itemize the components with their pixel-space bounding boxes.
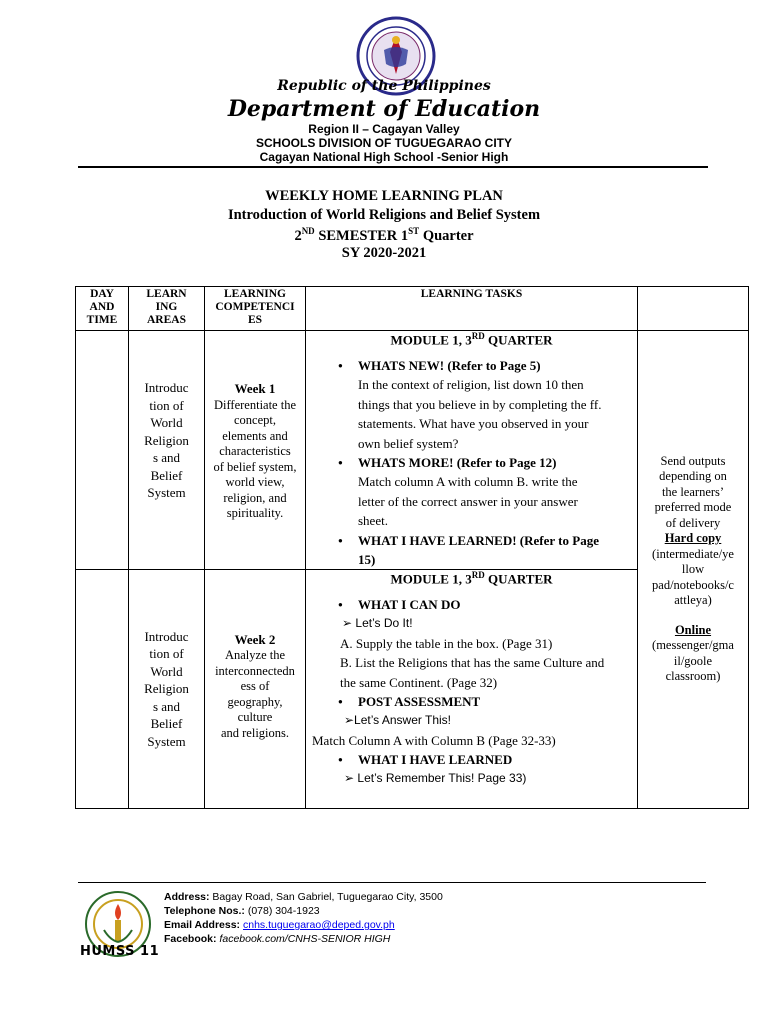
task-heading: ● WHATS NEW! (Refer to Page 5) [306,356,637,375]
division-text: SCHOOLS DIVISION OF TUGUEGARAO CITY [255,136,512,150]
department-heading: Department of Education [227,96,541,122]
table-row [76,331,749,570]
task-text: In the context of religion, list down 10 then things that you believe in by completing the ff. statements. What have you observed in your own belief system? [358,377,602,451]
learning-plan-table [75,286,749,809]
task-text: Match Column A with Column B (Page 32-33) [312,732,556,748]
school-text: Cagayan National High School -Senior High [259,150,509,164]
tasks-cell [306,569,638,808]
tasks-cell [306,331,638,570]
semester-title: 2ND SEMESTER 1ST Quarter [294,226,474,244]
header-learning-tasks: LEARNING TASKS [306,287,638,331]
remarks-cell: Send outputs depending on the learners’ preferred mode of delivery Hard copy (intermediate/ye llow pad/notebooks/c attleya) Online (messenger/gma il/goole classroom) [638,331,749,809]
republic-heading: Republic of the Philippines [277,78,491,94]
header-remarks [638,287,749,331]
learning-area-cell: Introduc tion of World Religion s and Belief System [129,569,205,808]
task-heading: ● WHAT I HAVE LEARNED! (Refer to Page 15) [306,531,637,569]
competency-cell: Week 1 Differentiate the concept, elements and characteristics of belief system, world view, religion, and spirituality. [205,331,306,570]
footer-email: Email Address: cnhs.tuguegarao@deped.gov.ph [164,919,395,931]
task-heading: ● WHAT I CAN DO [306,595,637,614]
footer-address: Address: Bagay Road, San Gabriel, Tuguegarao City, 3500 [164,891,443,903]
task-subheading: ➢ Let’s Remember This! Page 33) [344,771,527,786]
day-cell [76,331,129,570]
region-text: Region II – Cagayan Valley [308,122,460,136]
humss-badge: HUMSS 11 [80,944,160,959]
header-divider [78,166,708,168]
module-title: MODULE 1, 3RD QUARTER [390,331,553,348]
task-text: A. Supply the table in the box. (Page 31) [340,635,553,651]
task-heading: ● POST ASSESSMENT [306,692,637,711]
header-day-time: DAY AND TIME [76,287,129,331]
hard-copy-label: Hard copy [664,531,722,546]
footer-divider [78,882,706,883]
header-learning-areas: LEARN ING AREAS [129,287,205,331]
email-link[interactable]: cnhs.tuguegarao@deped.gov.ph [242,919,395,931]
header-competencies: LEARNING COMPETENCI ES [205,287,306,331]
subject-title: Introduction of World Religions and Belief System [227,207,541,223]
competency-cell: Week 2 Analyze the interconnectedn ess of geography, culture and religions. [205,569,306,808]
plan-title: WEEKLY HOME LEARNING PLAN [265,188,503,204]
task-subheading: ➢ Let’s Do It! [342,616,413,631]
week-label: Week 2 [234,631,276,647]
task-heading: ● WHATS MORE! (Refer to Page 12) [306,453,637,472]
online-label: Online [674,622,712,637]
task-text: B. List the Religions that has the same Culture and the same Continent. (Page 32) [340,655,605,690]
day-cell [76,569,129,808]
school-year: SY 2020-2021 [341,245,427,261]
task-text: Match column A with column B. write the letter of the correct answer in your answer sheet. [358,474,578,529]
module-title: MODULE 1, 3RD QUARTER [390,569,553,587]
footer-telephone: Telephone Nos.: (078) 304-1923 [164,905,320,917]
footer-facebook: Facebook: facebook.com/CNHS-SENIOR HIGH [164,933,391,945]
task-heading: ● WHAT I HAVE LEARNED [306,750,637,769]
week-label: Week 1 [234,381,276,396]
learning-area-cell: Introduc tion of World Religion s and Belief System [129,331,205,570]
task-subheading: ➢Let’s Answer This! [344,713,451,728]
